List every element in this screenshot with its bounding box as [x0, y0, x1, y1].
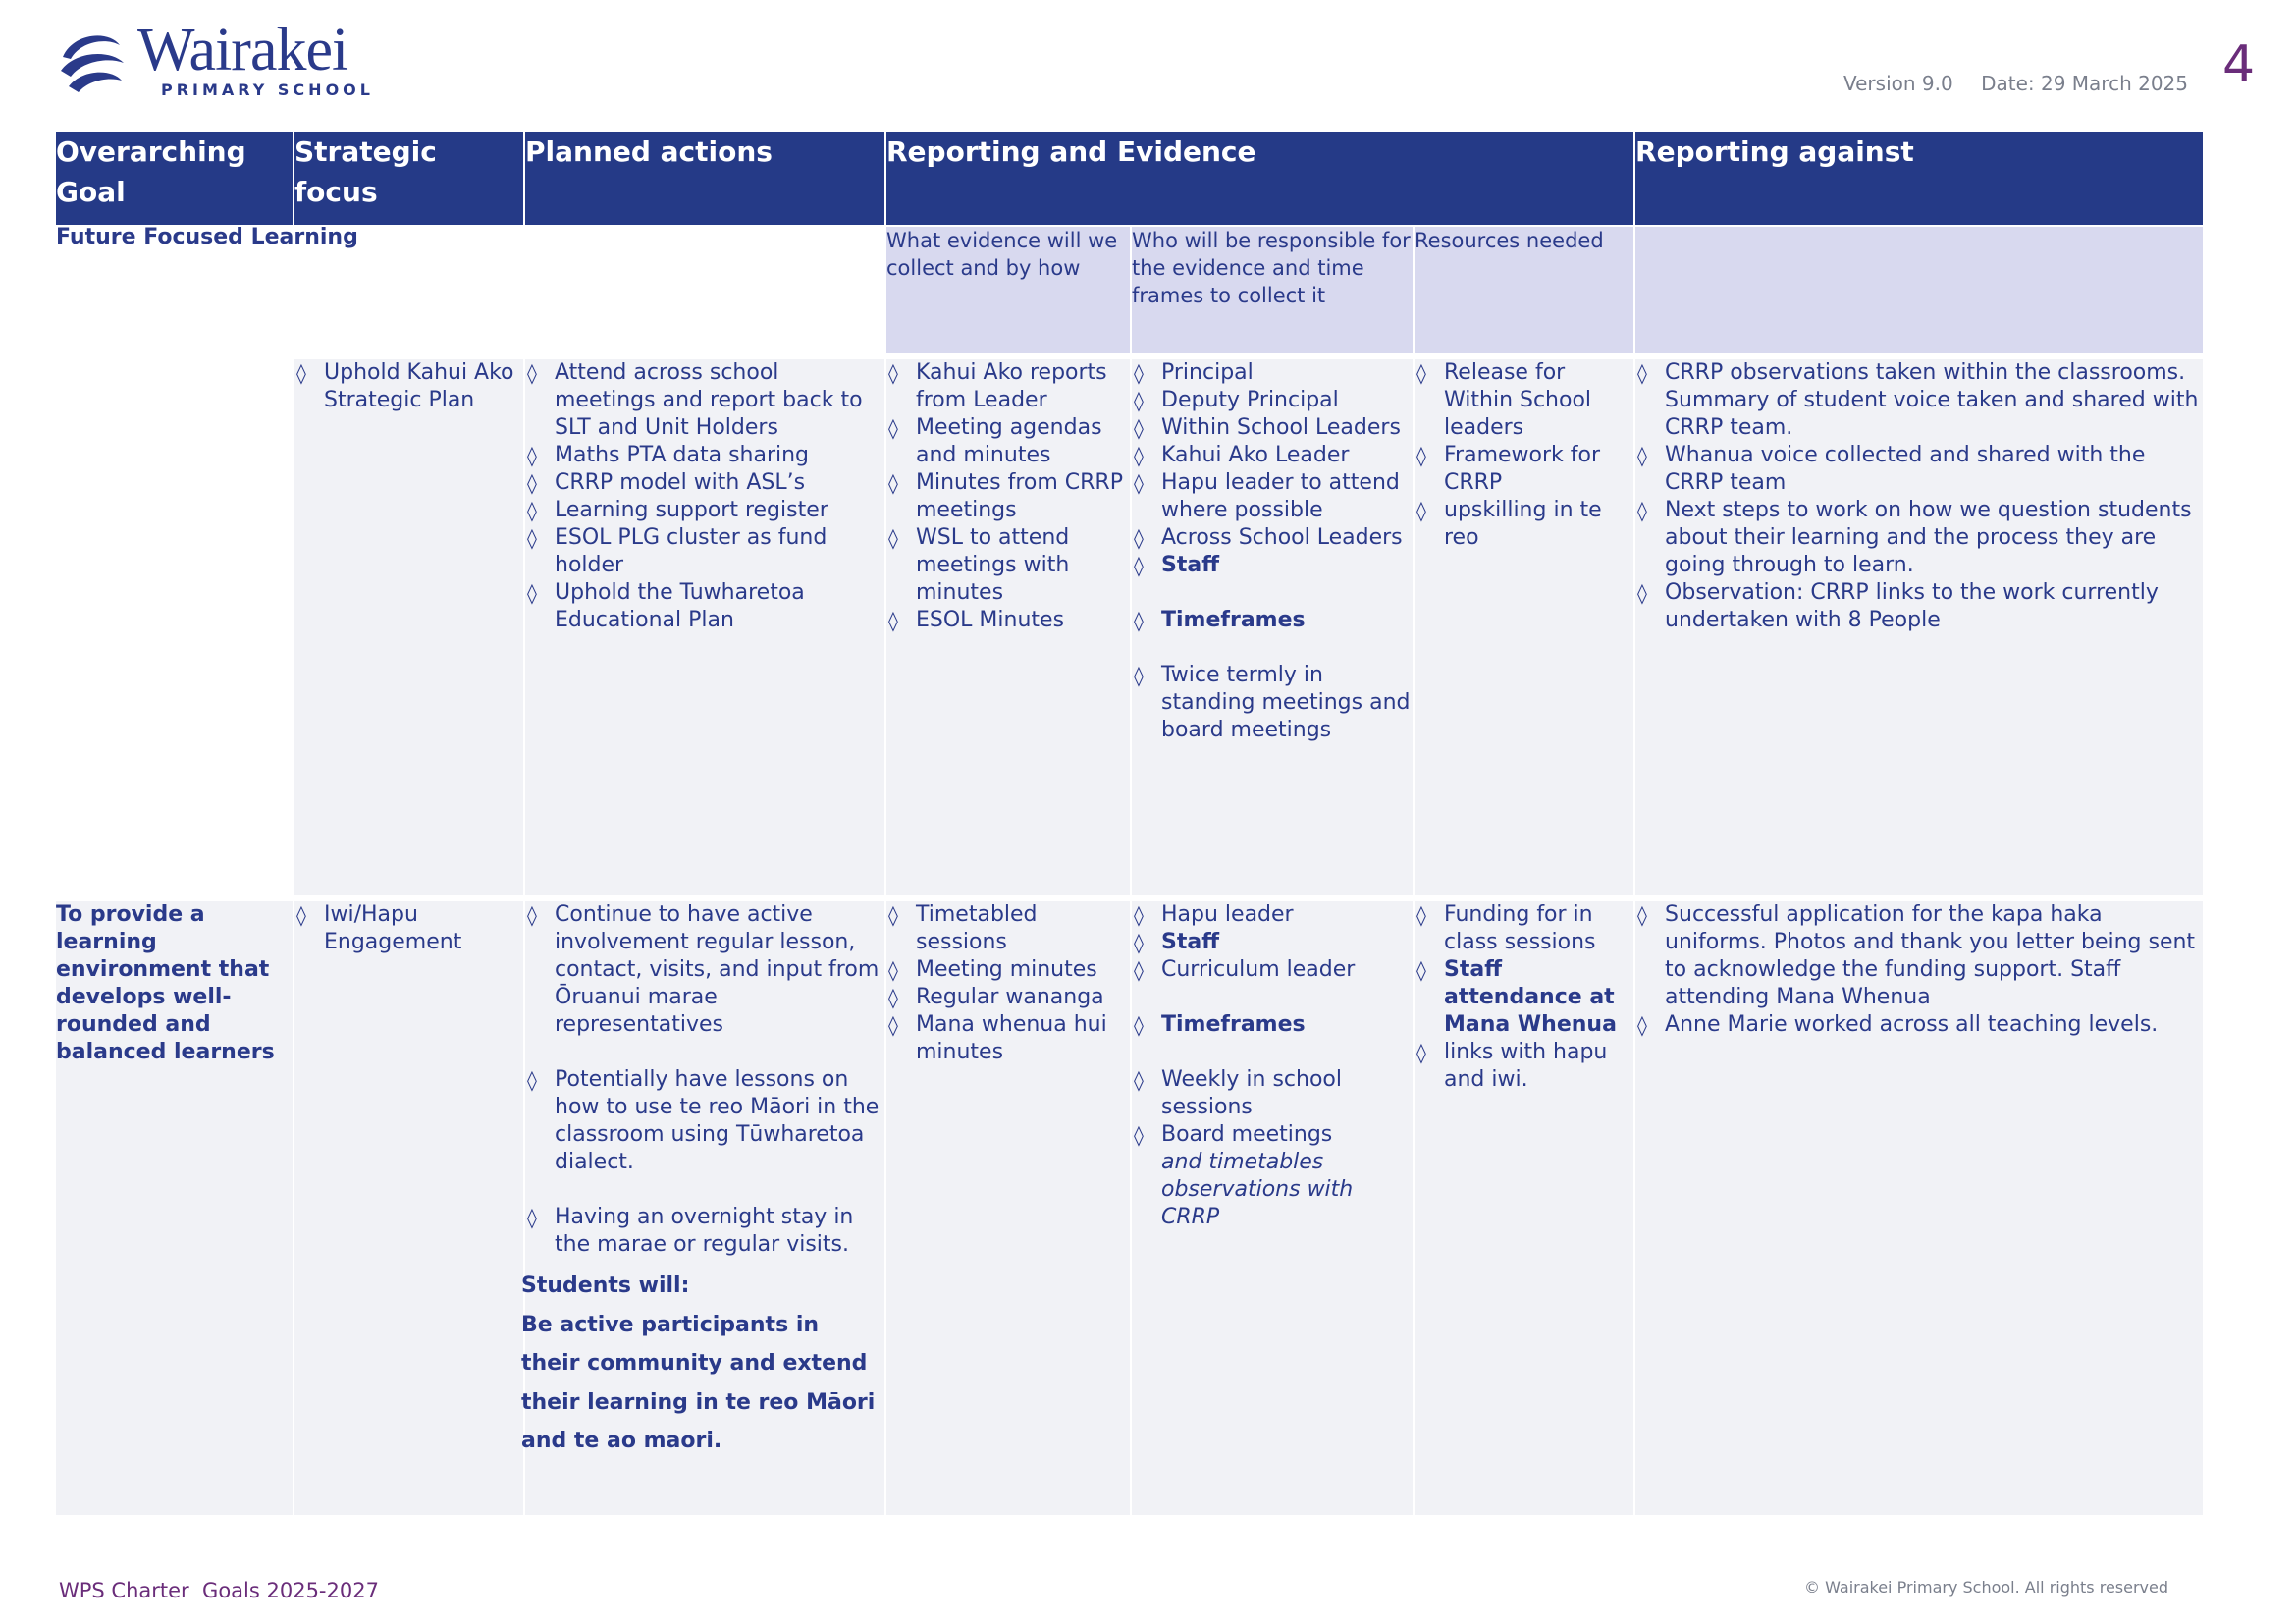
list-item: ◊ Principal [1132, 359, 1413, 387]
list-item: ◊ Minutes from CRRP meetings [886, 469, 1130, 524]
list-item: ◊ CRRP model with ASL’s [525, 469, 884, 497]
list-item: ◊ Curriculum leader [1132, 956, 1413, 984]
list-item: ◊ Release for Within School leaders [1415, 359, 1633, 442]
list-item: ◊ Hapu leader [1132, 901, 1413, 929]
list-item: ◊ Regular wananga [886, 984, 1130, 1011]
list-item: ◊ Kahui Ako reports from Leader [886, 359, 1130, 414]
timeframes-label: ◊ Timeframes [1132, 607, 1413, 634]
charter-goals-table [56, 132, 2203, 1515]
reporting-cell [1635, 353, 2203, 895]
version-number: Version 9.0 [1843, 72, 1953, 95]
planned-actions-cell [525, 353, 886, 895]
table-row [56, 895, 2203, 1515]
resources-cell [1415, 353, 1635, 895]
list-item: ◊ Attend across school meetings and report back to SLT and Unit Holders [525, 359, 884, 442]
list-item: ◊ Continue to have active involvement regular lesson, contact, visits, and input from Ōruanui marae representatives [525, 901, 884, 1039]
footer-document-title: WPS Charter Goals 2025-2027 [59, 1579, 379, 1602]
section-label: Future Focused Learning [56, 225, 886, 353]
list-item: ◊ Having an overnight stay in the marae or regular visits. [525, 1204, 884, 1259]
list-item: ◊ Within School Leaders [1132, 414, 1413, 442]
logo-subtitle: PRIMARY SCHOOL [161, 81, 374, 99]
goal-cell: To provide a learning environment that develops well-rounded and balanced learners [56, 895, 294, 1515]
timeframes-label: ◊ Timeframes [1132, 1011, 1413, 1039]
footer-copyright: © Wairakei Primary School. All rights reserved [1804, 1578, 2169, 1597]
header-row [56, 132, 2203, 225]
responsible-cell [1132, 353, 1415, 895]
list-item: ◊ Staff [1132, 929, 1413, 956]
list-item: ◊ Funding for in class sessions [1415, 901, 1633, 956]
list-item: ◊ Kahui Ako Leader [1132, 442, 1413, 469]
version-date: Date: 29 March 2025 [1981, 72, 2189, 95]
strategic-focus-cell [294, 895, 525, 1515]
list-item: ◊ Twice termly in standing meetings and board meetings [1132, 662, 1413, 744]
students-will-heading: Students will: [521, 1273, 690, 1298]
list-item: ◊ Uphold the Tuwharetoa Educational Plan [525, 579, 884, 634]
list-item: ◊ Observation: CRRP links to the work currently undertaken with 8 People [1635, 579, 2203, 634]
list-item: ◊ links with hapu and iwi. [1415, 1039, 1633, 1094]
board-meetings-text: Board meetings [1161, 1122, 1333, 1147]
responsible-cell [1132, 895, 1415, 1515]
list-item: ◊ Successful application for the kapa haka uniforms. Photos and thank you letter being sent to acknowledge the funding support. Staff attending Mana Whenua [1635, 901, 2203, 1011]
evidence-cell [886, 353, 1132, 895]
evidence-cell [886, 895, 1132, 1515]
list-item: ◊ Weekly in school sessions [1132, 1066, 1413, 1121]
subheader-row [56, 225, 2203, 353]
list-item: ◊ Hapu leader to attend where possible [1132, 469, 1413, 524]
goal-cell-empty [56, 353, 294, 895]
header-planned-actions: Planned actions [525, 132, 886, 225]
list-item: ◊ Next steps to work on how we question students about their learning and the process they are going through to learn. [1635, 497, 2203, 579]
list-item: ◊ Whanua voice collected and shared with the CRRP team [1635, 442, 2203, 497]
list-item: ◊ upskilling in te reo [1415, 497, 1633, 552]
planned-actions-cell [521, 895, 886, 1515]
list-item: ◊ Staff [1132, 552, 1413, 579]
timetables-observations-text: and timetables observations with CRRP [1161, 1150, 1354, 1229]
list-item: ◊ Timetabled sessions [886, 901, 1130, 956]
list-item: ◊ Iwi/Hapu Engagement [294, 901, 523, 956]
reporting-cell [1635, 895, 2203, 1515]
subheader-responsible: Who will be responsible for the evidence and time frames to collect it [1132, 225, 1415, 353]
list-item: ◊ ESOL Minutes [886, 607, 1130, 634]
strategic-focus-cell [294, 353, 525, 895]
list-item: ◊ Learning support register [525, 497, 884, 524]
list-item: ◊ Across School Leaders [1132, 524, 1413, 552]
header-strategic-focus: Strategic focus [294, 132, 525, 225]
list-item [1132, 1121, 1413, 1231]
list-item: ◊ Maths PTA data sharing [525, 442, 884, 469]
subheader-blank [1635, 225, 2203, 353]
school-logo [57, 17, 381, 104]
list-item: ◊ Deputy Principal [1132, 387, 1413, 414]
subheader-evidence: What evidence will we collect and by how [886, 225, 1132, 353]
list-item: ◊ CRRP observations taken within the classrooms. Summary of student voice taken and shared with CRRP team. [1635, 359, 2203, 442]
list-item: ◊ Staff attendance at Mana Whenua [1415, 956, 1633, 1039]
list-item: ◊ Meeting agendas and minutes [886, 414, 1130, 469]
list-item: ◊ ESOL PLG cluster as fund holder [525, 524, 884, 579]
page-number: 4 [2222, 35, 2256, 94]
list-item: ◊ Mana whenua hui minutes [886, 1011, 1130, 1066]
header-overarching-goal: Overarching Goal [56, 132, 294, 225]
resources-cell [1415, 895, 1635, 1515]
logo-name: Wairakei [137, 17, 348, 83]
list-item: ◊ Meeting minutes [886, 956, 1130, 984]
wairakei-swirl-icon [57, 27, 128, 98]
list-item: ◊ WSL to attend meetings with minutes [886, 524, 1130, 607]
table-row [56, 353, 2203, 895]
students-will-text: Be active participants in their community and extend their learning in te reo Māori and te ao maori. [521, 1312, 876, 1453]
list-item: ◊ Framework for CRRP [1415, 442, 1633, 497]
subheader-resources: Resources needed [1415, 225, 1635, 353]
header-reporting-evidence: Reporting and Evidence [886, 132, 1635, 225]
header-reporting-against: Reporting against [1635, 132, 2203, 225]
list-item: ◊ Uphold Kahui Ako Strategic Plan [294, 359, 523, 414]
list-item: ◊ Potentially have lessons on how to use te reo Māori in the classroom using Tūwharetoa dialect. [525, 1066, 884, 1176]
list-item: ◊ Anne Marie worked across all teaching levels. [1635, 1011, 2203, 1039]
version-info [1843, 72, 2210, 95]
